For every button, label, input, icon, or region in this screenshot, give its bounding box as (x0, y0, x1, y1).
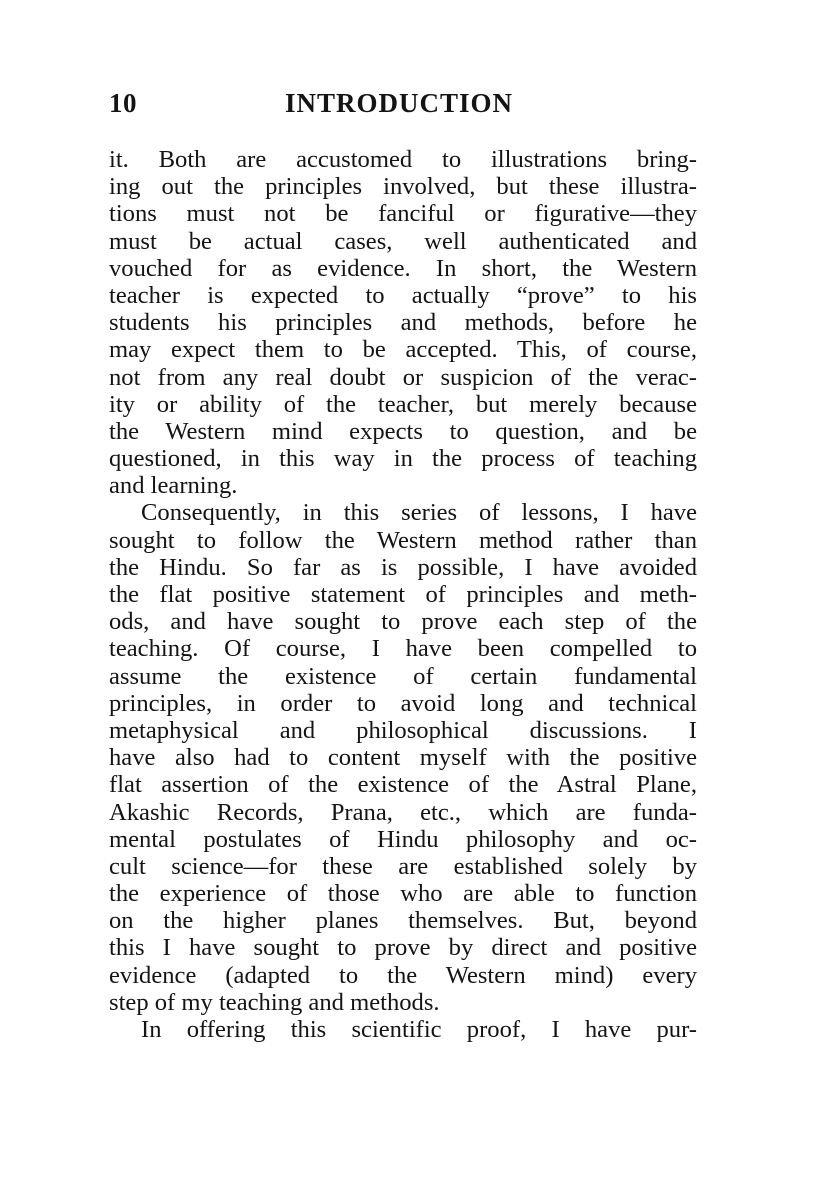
body-text (109, 146, 697, 1043)
text-line: ity or ability of the teacher, but merely because (109, 390, 697, 418)
text-line: must be actual cases, well authenticated and (109, 227, 697, 255)
text-line: sought to follow the Western method rather than (109, 526, 697, 554)
text-line: on the higher planes themselves. But, beyond (109, 907, 697, 935)
text-line: assume the existence of certain fundamental (109, 662, 697, 690)
text-line: In offering this scientific proof, I have pur- (141, 1016, 697, 1043)
text-line: teaching. Of course, I have been compelled to (109, 635, 697, 663)
text-line: questioned, in this way in the process of teaching (109, 445, 697, 473)
text-line: mental postulates of Hindu philosophy and oc- (109, 825, 697, 853)
running-header (109, 88, 697, 128)
text-line: the experience of those who are able to function (109, 880, 697, 908)
text-line: the Western mind expects to question, and be (109, 417, 697, 445)
running-title: INTRODUCTION (285, 88, 514, 118)
text-line: the Hindu. So far as is possible, I have avoided (109, 553, 697, 581)
text-line: may expect them to be accepted. This, of course, (109, 336, 697, 364)
text-line: students his principles and methods, before he (109, 309, 697, 337)
text-line: not from any real doubt or suspicion of the verac- (109, 363, 697, 391)
text-line: Consequently, in this series of lessons, I have (141, 499, 697, 527)
text-line: ods, and have sought to prove each step of the (109, 608, 697, 636)
text-line: evidence (adapted to the Western mind) every (109, 961, 697, 989)
text-line: have also had to content myself with the positive (109, 744, 697, 772)
text-line: and learning. (109, 472, 238, 500)
text-line: step of my teaching and methods. (109, 988, 440, 1016)
text-line: principles, in order to avoid long and technical (109, 689, 697, 717)
text-line: flat assertion of the existence of the Astral Plane, (109, 771, 697, 799)
text-line: cult science—for these are established solely by (109, 852, 697, 880)
text-line: this I have sought to prove by direct and positive (109, 934, 697, 962)
text-line: tions must not be fanciful or figurative—they (109, 200, 697, 228)
text-line: it. Both are accustomed to illustrations bring- (109, 146, 697, 173)
page-number: 10 (109, 88, 137, 118)
text-line: teacher is expected to actually “prove” to his (109, 281, 697, 309)
text-line: ing out the principles involved, but these illustra- (109, 173, 697, 201)
text-line: metaphysical and philosophical discussions. I (109, 716, 697, 744)
text-line: the flat positive statement of principles and meth- (109, 581, 697, 608)
text-line: vouched for as evidence. In short, the Western (109, 254, 697, 282)
text-line: Akashic Records, Prana, etc., which are funda- (109, 798, 697, 826)
